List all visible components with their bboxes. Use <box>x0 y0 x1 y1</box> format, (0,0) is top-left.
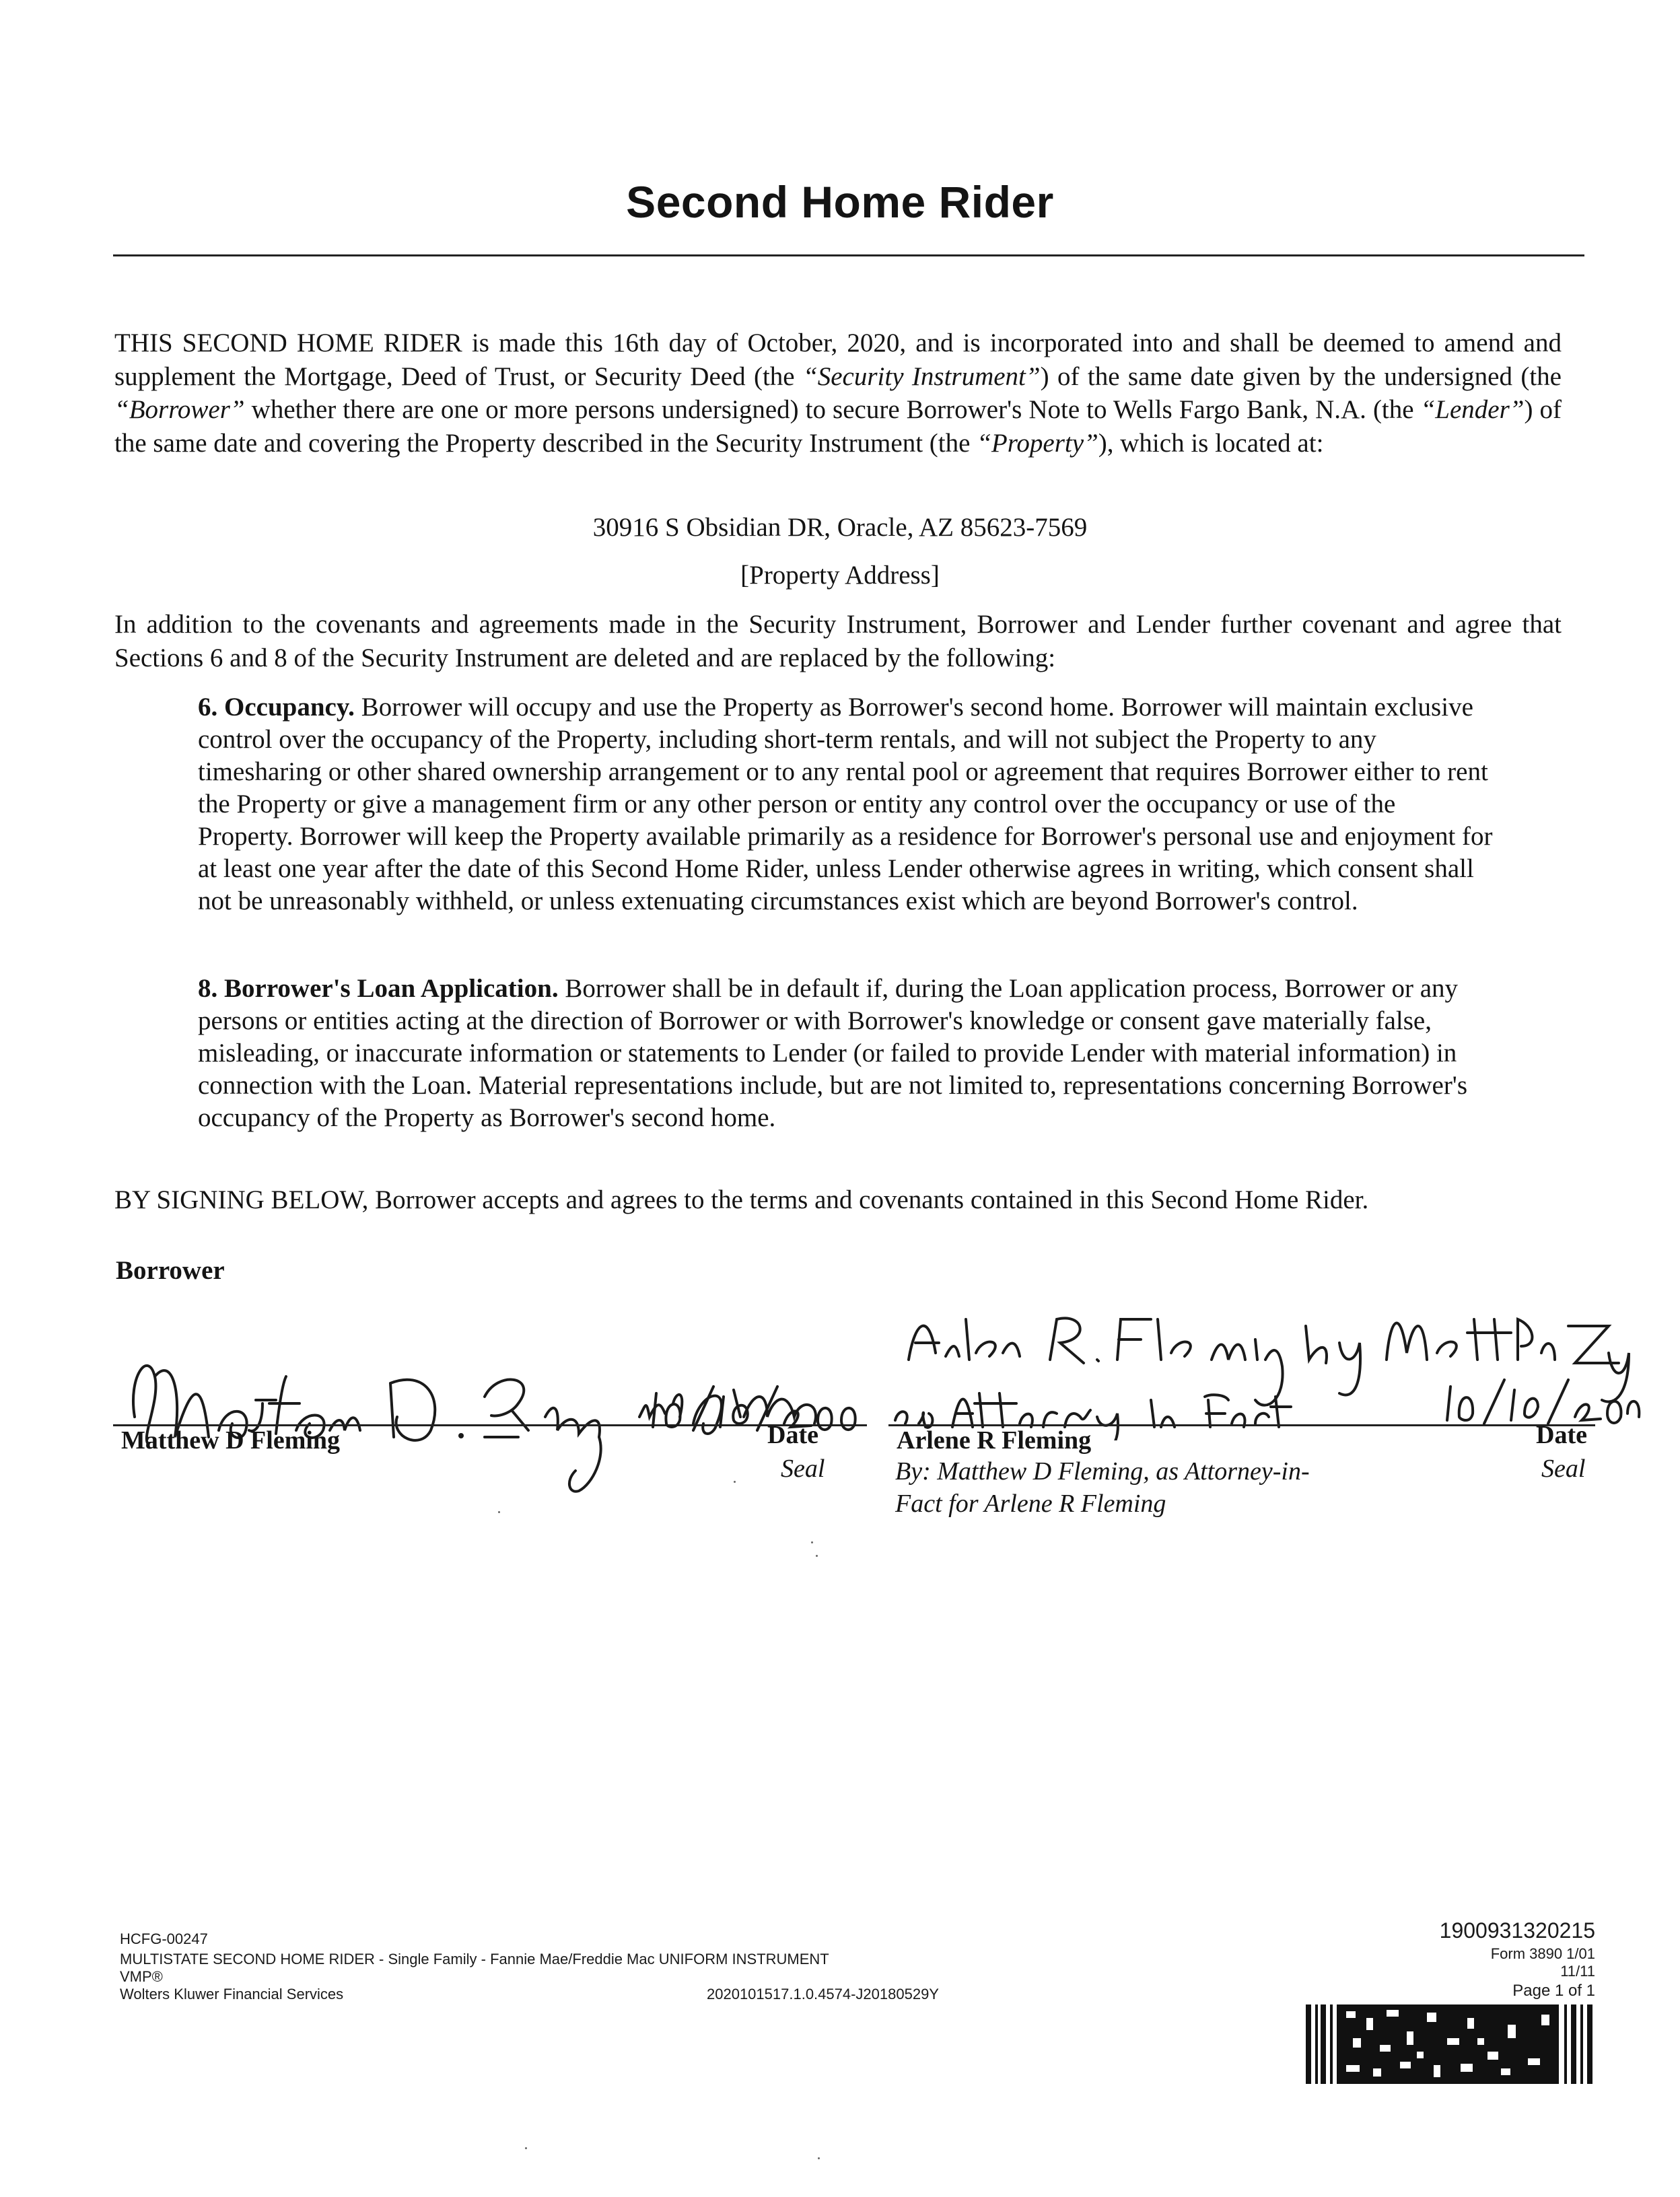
matthew-date-label: Date <box>767 1421 818 1449</box>
footer-form-number: Form 3890 1/01 <box>1490 1945 1595 1962</box>
section-6-body: Borrower will occupy and use the Property as Borrower's second home. Borrower will maintain exclusive control over the occupancy of the Property, including short-term rentals, and will not subject the Property to any timesharing or other shared ownership arrangement or to any rental pool or agreement that requires Borrower either to rent the Property or give a management firm or any other person or entity any control over the occupancy or use of the Property. Borrower will keep the Property available primarily as a residence for Borrower's personal use and enjoyment for at least one year after the date of this Second Home Rider, unless Lender otherwise agrees in writing, which consent shall not be unreasonably withheld, or unless extenuating circumstances exist which are beyond Borrower's control. <box>198 693 1493 915</box>
signing-statement <box>114 1183 1562 1217</box>
scan-speck <box>498 1511 500 1513</box>
arlene-seal-label: Seal <box>1541 1455 1586 1483</box>
arlene-by-line-2: Fact for Arlene R Fleming <box>895 1490 1166 1518</box>
matthew-handwritten-date <box>646 1373 875 1434</box>
matthew-seal-label: Seal <box>781 1455 825 1483</box>
intro-text-3: whether there are one or more persons undersigned) to secure Borrower's Note to Wells Fargo Bank, N.A. (the <box>244 395 1421 424</box>
matthew-name: Matthew D Fleming <box>121 1426 341 1455</box>
scan-speck <box>734 1481 736 1483</box>
intro-text-4: ) of the same date and covering the Property described in the Security Instrument (the <box>114 395 1562 458</box>
footer-doc-id: 2020101517.1.0.4574-J20180529Y <box>707 1986 939 2002</box>
footer-vmp: VMP® <box>120 1968 163 1985</box>
section-8-loan-application <box>198 973 1497 1134</box>
borrower-heading: Borrower <box>116 1256 225 1285</box>
term-property: “Property” <box>977 428 1098 458</box>
section-6-occupancy <box>198 691 1497 917</box>
scan-speck <box>818 2157 820 2159</box>
footer-form-desc-2: - Single Family - Fannie Mae/Freddie Mac <box>374 1951 659 1967</box>
arlene-by-line-1: By: Matthew D Fleming, as Attorney-in- <box>895 1457 1310 1486</box>
section-6-heading: 6. Occupancy. <box>198 693 355 722</box>
intro-text-1: is made this 16th day of October, 2020, and is incorporated into and shall be deemed to amend and supplement the Mortgage, Deed of Trust, or Security Deed (the <box>114 328 1562 391</box>
title-rule <box>113 254 1584 256</box>
page-title: Second Home Rider <box>626 177 1054 227</box>
signing-lead: BY SIGNING BELOW, <box>114 1185 369 1214</box>
term-security-instrument: “Security Instrument” <box>803 361 1041 391</box>
footer-form-date: 11/11 <box>1560 1963 1595 1980</box>
footer-form-desc-3: UNIFORM INSTRUMENT <box>658 1951 829 1967</box>
covenant-intro: In addition to the covenants and agreements made in the Security Instrument, Borrower and Lender further covenant and agree that Sections 6 and 8 of the Security Instrument are deleted and are replaced by the following: <box>114 610 1562 672</box>
intro-text-2: ) of the same date given by the undersigned (the <box>1040 361 1562 391</box>
section-8-body: Borrower shall be in default if, during the Loan application process, Borrower or any persons or entities acting at the direction of Borrower or with Borrower's knowledge or consent gave materially false, misleading, or inaccurate information or statements to Lender (or failed to provide Lender with material information) in connection with the Loan. Material representations include, but are not limited to, representations concerning Borrower's occupancy of the Property as Borrower's second home. <box>198 974 1468 1132</box>
term-lender: “Lender” <box>1420 395 1525 424</box>
scan-speck <box>811 1541 813 1543</box>
arlene-name: Arlene R Fleming <box>897 1426 1092 1455</box>
scan-speck <box>525 2147 527 2149</box>
arlene-handwritten-date <box>1440 1366 1642 1427</box>
footer-page-number: Page 1 of 1 <box>1512 1982 1595 2000</box>
intro-paragraph <box>114 326 1562 460</box>
signing-rest: Borrower accepts and agrees to the terms and covenants contained in this Second Home Rider. <box>368 1185 1369 1214</box>
intro-lead: THIS SECOND HOME RIDER <box>114 328 462 357</box>
intro-text-5: ), which is located at: <box>1098 428 1324 458</box>
scan-speck <box>816 1555 818 1557</box>
section-8-heading: 8. Borrower's Loan Application. <box>198 974 559 1003</box>
footer-loan-number: 1900931320215 <box>1439 1918 1595 1943</box>
term-borrower: “Borrower” <box>114 395 245 424</box>
footer-form-description <box>120 1951 829 1968</box>
barcode-image <box>1306 2004 1595 2084</box>
footer-publisher: Wolters Kluwer Financial Services <box>120 1986 344 2002</box>
footer-code: HCFG-00247 <box>120 1930 208 1947</box>
arlene-date-label: Date <box>1536 1421 1587 1449</box>
property-address-label: [Property Address] <box>740 561 940 590</box>
property-address: 30916 S Obsidian DR, Oracle, AZ 85623-7569 <box>592 513 1088 542</box>
footer-form-desc-1: MULTISTATE SECOND HOME RIDER <box>120 1951 375 1967</box>
